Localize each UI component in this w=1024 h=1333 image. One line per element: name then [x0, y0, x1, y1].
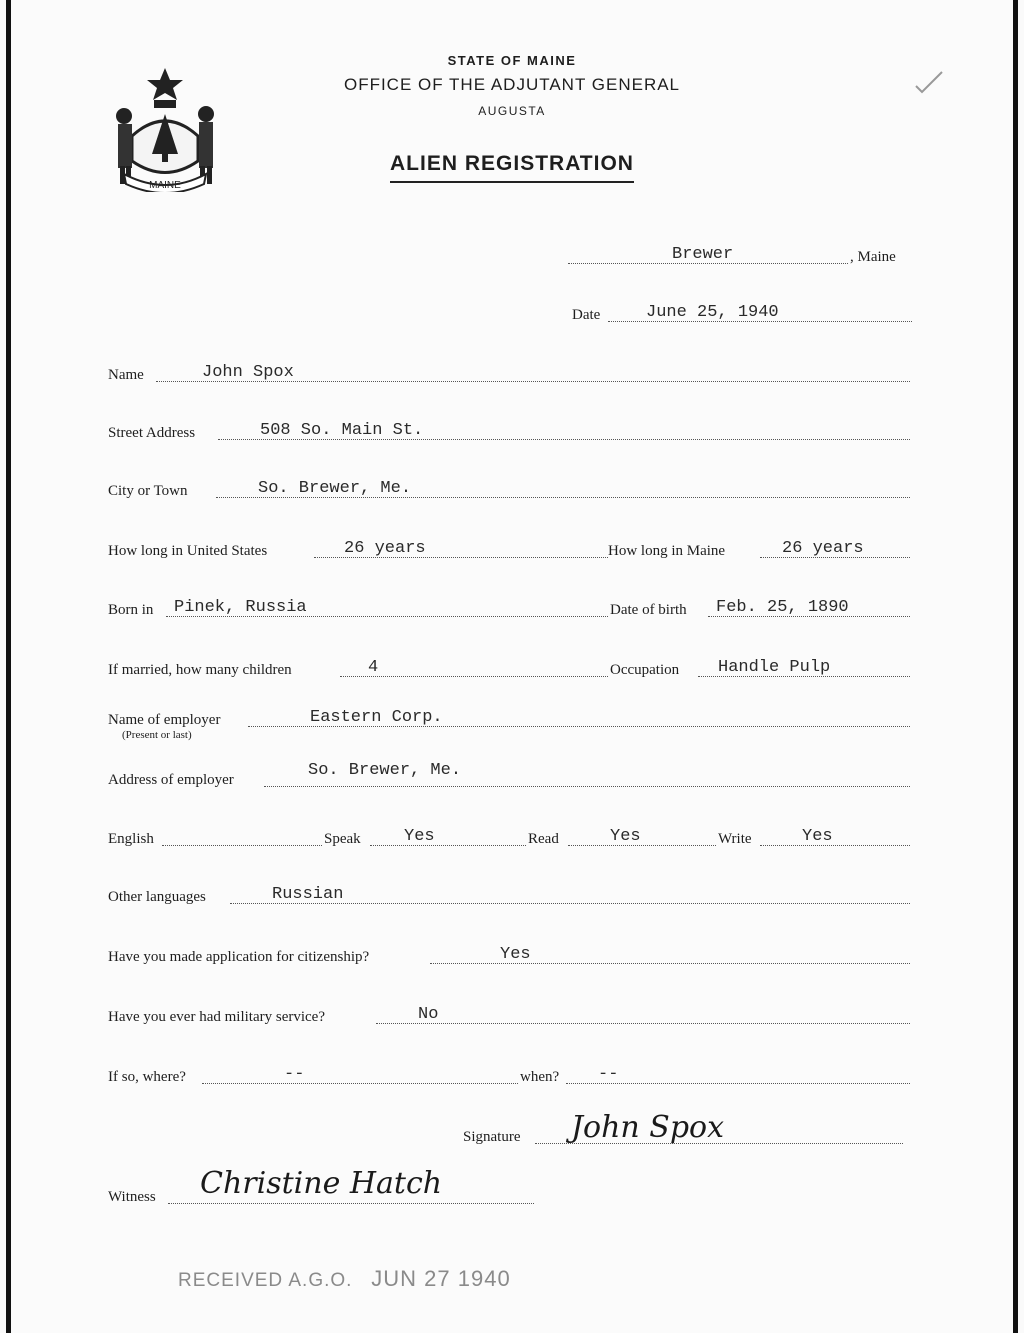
languages-label: Other languages: [108, 889, 206, 905]
street-label: Street Address: [108, 425, 196, 441]
employer-label: Name of employer: [108, 712, 221, 728]
when-label: when?: [520, 1069, 560, 1085]
maine-duration-label: How long in Maine: [608, 543, 726, 559]
where-value: --: [284, 1065, 305, 1084]
when-value: --: [598, 1065, 619, 1084]
write-value: Yes: [802, 827, 833, 846]
header-city: AUGUSTA: [478, 104, 546, 118]
stamp-received-text: RECEIVED A.G.O.: [178, 1270, 353, 1291]
speak-value: Yes: [404, 827, 435, 846]
born-value: Pinek, Russia: [174, 598, 307, 617]
occupation-value: Handle Pulp: [718, 658, 831, 677]
employer-address-label: Address of employer: [108, 772, 234, 788]
born-label: Born in: [108, 602, 154, 618]
city-label: City or Town: [108, 483, 188, 499]
maine-duration-value: 26 years: [782, 539, 864, 558]
stamp-date: JUN 27 1940: [371, 1266, 511, 1291]
received-stamp: [178, 1266, 511, 1292]
citizenship-value: Yes: [500, 945, 531, 964]
form-title: ALIEN REGISTRATION: [0, 152, 1024, 176]
write-label: Write: [718, 831, 752, 847]
read-value: Yes: [610, 827, 641, 846]
dob-label: Date of birth: [610, 602, 687, 618]
witness-handwriting: Christine Hatch: [200, 1166, 443, 1201]
name-label: Name: [108, 367, 144, 383]
state-suffix: , Maine: [850, 249, 896, 265]
us-duration-value: 26 years: [344, 539, 426, 558]
header-state: STATE OF MAINE: [447, 53, 577, 68]
children-label: If married, how many children: [108, 662, 292, 678]
signature-handwriting: John Spox: [571, 1110, 725, 1145]
employer-address-value: So. Brewer, Me.: [308, 761, 462, 780]
dob-value: Feb. 25, 1890: [716, 598, 849, 617]
us-duration-label: How long in United States: [108, 543, 268, 559]
city-value: So. Brewer, Me.: [258, 479, 412, 498]
children-value: 4: [368, 658, 379, 677]
header-office: OFFICE OF THE ADJUTANT GENERAL: [343, 75, 681, 94]
military-value: No: [418, 1005, 439, 1024]
employer-sublabel: (Present or last): [122, 729, 192, 741]
name-value: John Spox: [202, 363, 294, 382]
occupation-label: Occupation: [610, 662, 680, 678]
svg-text:MAINE: MAINE: [149, 180, 181, 191]
date-label: Date: [572, 307, 601, 323]
town-value: Brewer: [672, 245, 734, 264]
employer-value: Eastern Corp.: [310, 708, 443, 727]
signature-label: Signature: [463, 1129, 521, 1145]
languages-value: Russian: [272, 885, 344, 904]
witness-label: Witness: [108, 1189, 156, 1205]
english-label: English: [108, 831, 154, 847]
where-label: If so, where?: [108, 1069, 186, 1085]
date-value: June 25, 1940: [646, 303, 779, 322]
street-value: 508 So. Main St.: [260, 421, 424, 440]
military-label: Have you ever had military service?: [108, 1009, 325, 1025]
citizenship-label: Have you made application for citizenship?: [108, 949, 370, 965]
speak-label: Speak: [324, 831, 361, 847]
read-label: Read: [528, 831, 559, 847]
